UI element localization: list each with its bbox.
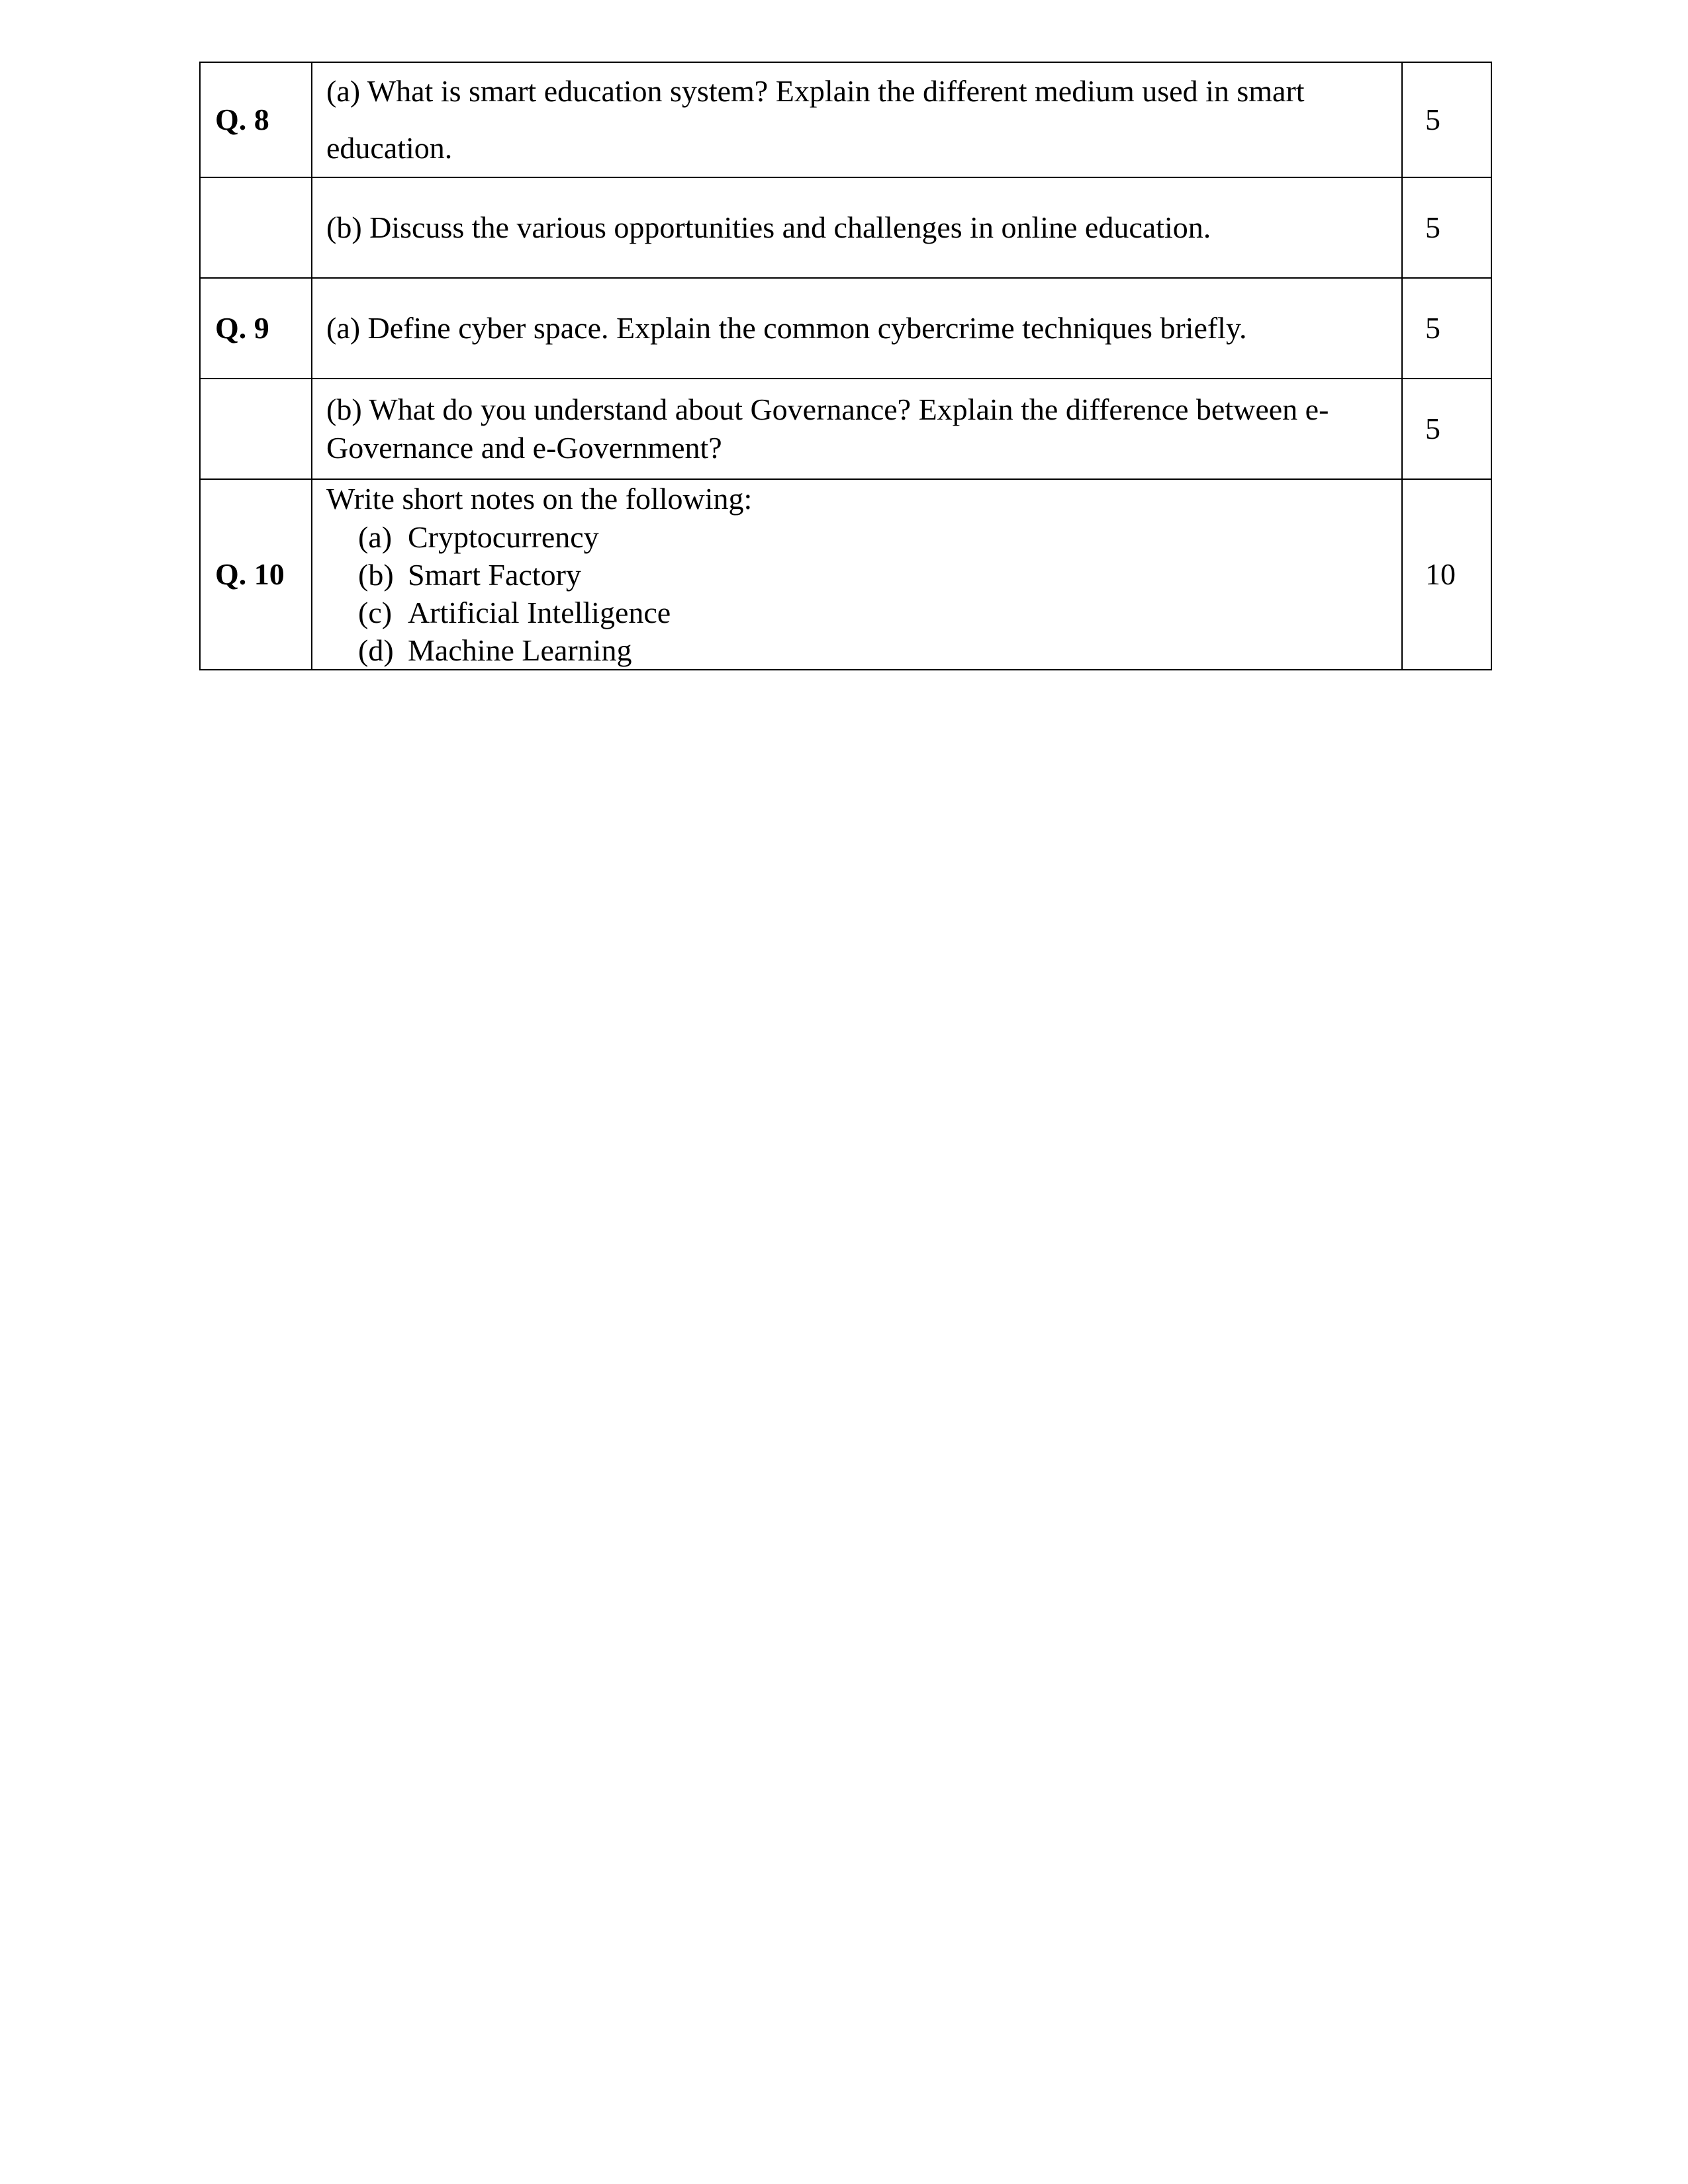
question-marks: 5 [1402,278,1491,379]
question-number: Q. 8 [200,62,312,177]
list-item [358,518,1389,556]
short-notes-heading: Write short notes on the following: [326,482,753,516]
question-marks: 10 [1402,479,1491,670]
question-text: (b) What do you understand about Governance? Explain the difference between e-Governance and e-Government? [312,379,1402,479]
list-item-text: Machine Learning [408,633,632,667]
table-row [200,278,1491,379]
short-notes-list [326,518,1389,669]
question-number: Q. 9 [200,278,312,379]
question-marks: 5 [1402,177,1491,278]
question-text: (a) Define cyber space. Explain the common cybercrime techniques briefly. [312,278,1402,379]
question-number-empty [200,379,312,479]
question-number-empty [200,177,312,278]
short-notes-cell [312,479,1402,670]
list-item-marker: (b) [358,558,394,592]
table-row [200,379,1491,479]
question-table [199,62,1492,670]
table-row [200,177,1491,278]
question-number: Q. 10 [200,479,312,670]
list-item [358,631,1389,669]
question-text: (a) What is smart education system? Explain the different medium used in smart education. [312,62,1402,177]
list-item-text: Smart Factory [408,558,581,592]
table-row [200,479,1491,670]
list-item-marker: (c) [358,596,393,629]
list-item-text: Cryptocurrency [408,520,599,554]
question-marks: 5 [1402,62,1491,177]
list-item-text: Artificial Intelligence [408,596,671,629]
list-item [358,594,1389,631]
table-row [200,62,1491,177]
list-item [358,556,1389,594]
question-marks: 5 [1402,379,1491,479]
list-item-marker: (d) [358,633,394,667]
list-item-marker: (a) [358,520,393,554]
question-text: (b) Discuss the various opportunities and challenges in online education. [312,177,1402,278]
